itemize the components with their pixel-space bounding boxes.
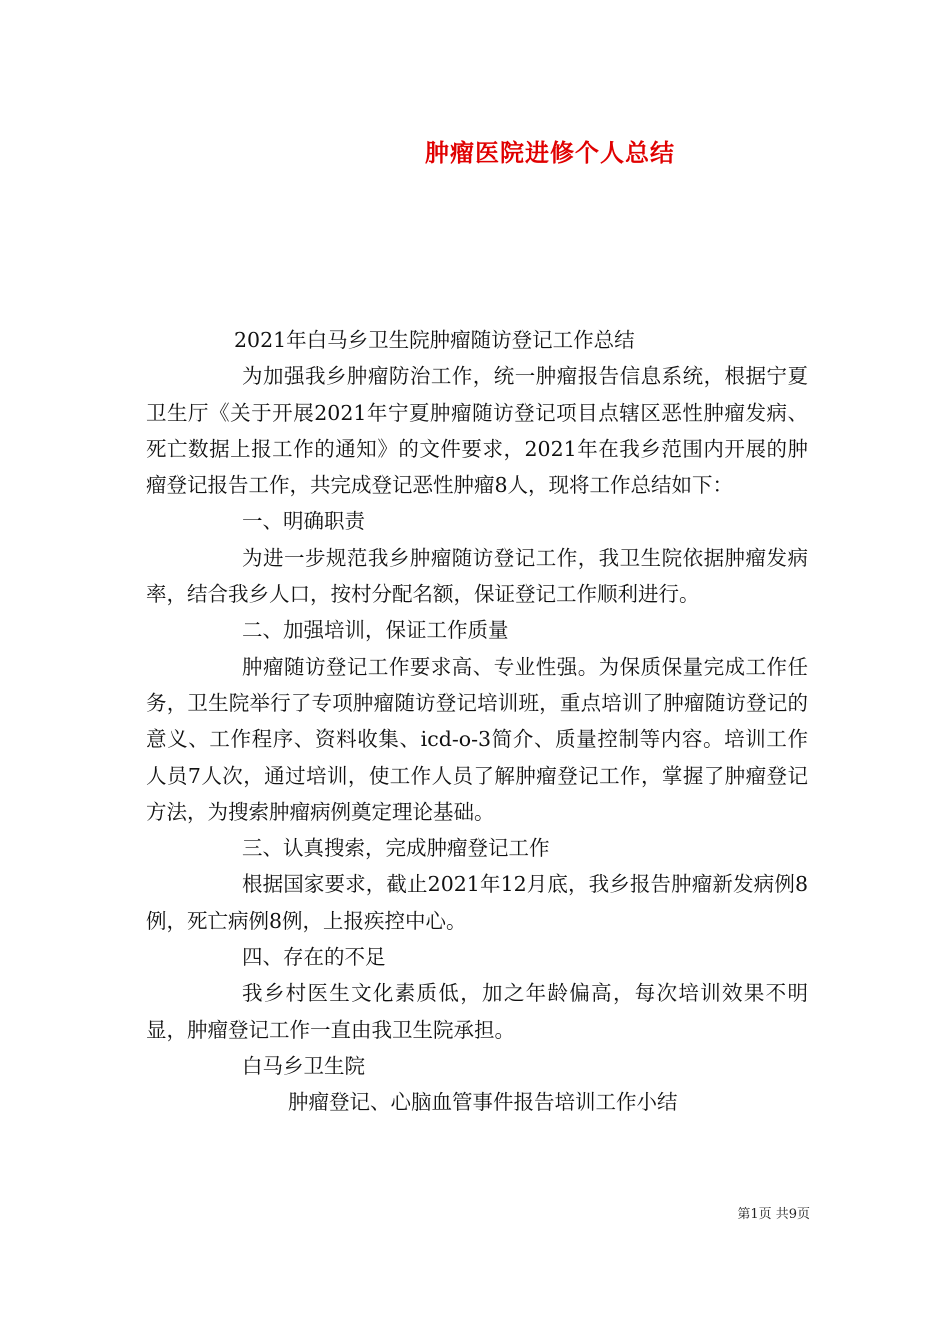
next-section-title: 肿瘤登记、心脑血管事件报告培训工作小结 (288, 1090, 678, 1115)
heading-responsibilities: 一、明确职责 (242, 509, 365, 534)
document-body (146, 322, 808, 1121)
document-title: 肿瘤医院进修个人总结 (425, 138, 675, 167)
paragraph-shortcomings: 我乡村医生文化素质低，加之年龄偏高，每次培训效果不明显，肿瘤登记工作一直由我卫生院承担。 (146, 981, 808, 1042)
page-number: 第1页 共9页 (737, 1207, 810, 1222)
paragraph-training: 肿瘤随访登记工作要求高、专业性强。为保质保量完成工作任务，卫生院举行了专项肿瘤随访登记培训班，重点培训了肿瘤随访登记的意义、工作程序、资料收集、icd-o-3简介、质量控制等内容。培训工作人员7人次，通过培训，使工作人员了解肿瘤登记工作，掌握了肿瘤登记方法，为搜索肿瘤病例奠定理论基础。 (146, 654, 808, 824)
section-title: 2021年白马乡卫生院肿瘤随访登记工作总结 (234, 328, 635, 352)
signature: 白马乡卫生院 (242, 1053, 365, 1078)
heading-training: 二、加强培训，保证工作质量 (242, 618, 509, 643)
paragraph-responsibilities: 为进一步规范我乡肿瘤随访登记工作，我卫生院依据肿瘤发病率，结合我乡人口，按村分配名额，保证登记工作顺利进行。 (146, 545, 808, 607)
heading-shortcomings: 四、存在的不足 (242, 945, 386, 970)
paragraph-search: 根据国家要求，截止2021年12月底，我乡报告肿瘤新发病例8例，死亡病例8例，上报疾控中心。 (146, 872, 808, 933)
intro-paragraph: 为加强我乡肿瘤防治工作，统一肿瘤报告信息系统，根据宁夏卫生厅《关于开展2021年宁夏肿瘤随访登记项目点辖区恶性肿瘤发病、死亡数据上报工作的通知》的文件要求，2021年在我乡范围内开展的肿瘤登记报告工作，共完成登记恶性肿瘤8人，现将工作总结如下： (146, 364, 808, 498)
heading-search: 三、认真搜索，完成肿瘤登记工作 (242, 836, 550, 861)
